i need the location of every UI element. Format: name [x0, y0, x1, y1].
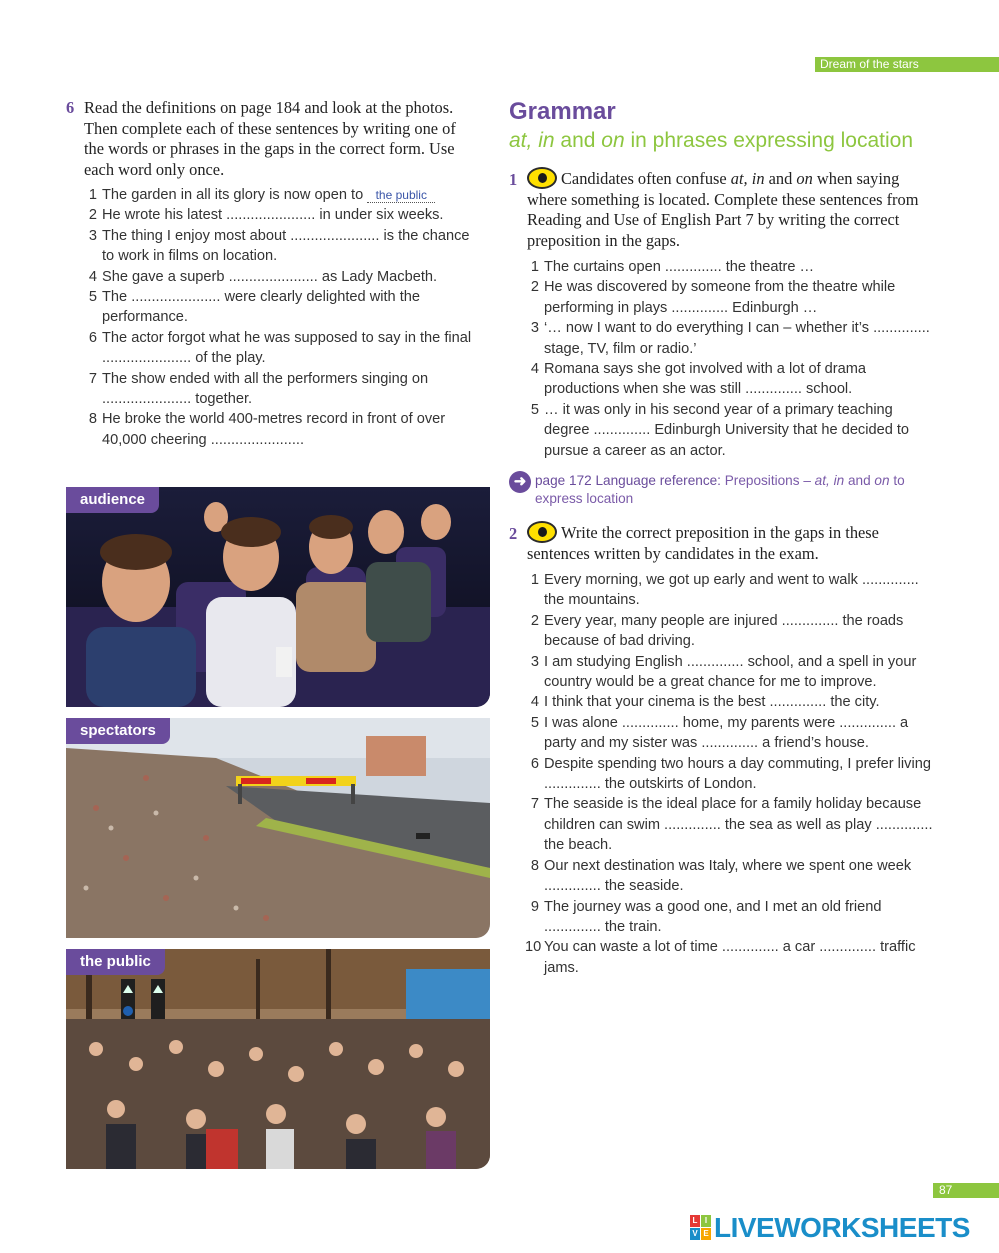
list-item: 10 You can waste a lot of time .............. a car .............. traffic jams.	[525, 939, 916, 976]
page-number: 87	[933, 1183, 999, 1198]
grammar-subtitle: at, in and on in phrases expressing location	[509, 129, 913, 152]
answer-gap[interactable]: ......................	[131, 289, 221, 306]
list-item: 4 I think that your cinema is the best .............. the city.	[530, 694, 880, 711]
list-item: 5 The ...................... were clearly delighted with the performance.	[88, 289, 420, 326]
audience-photo	[66, 487, 490, 707]
public-photo	[66, 949, 490, 1169]
grammar-task-2	[509, 521, 934, 978]
task-1-number: 1	[509, 170, 518, 189]
list-item: 4 Romana says she got involved with a lot of drama productions when she was still .............. school.	[530, 361, 867, 398]
exam-eye-icon	[527, 521, 557, 543]
list-item: 6 Despite spending two hours a day commuting, I prefer living .............. the outskirts of London.	[530, 755, 931, 793]
list-item: 8 He broke the world 400-metres record in front of over 40,000 cheering .......................	[88, 411, 446, 448]
arrow-right-icon: ➜	[509, 471, 531, 493]
list-item: 7 The seaside is the ideal place for a family holiday because children can swim .............. the sea as well as play .............. the beach.	[530, 796, 933, 854]
list-item: 6 The actor forgot what he was supposed to say in the final ...................... of the play.	[88, 329, 472, 367]
task-6-number: 6	[66, 98, 75, 117]
list-item: 3 The thing I enjoy most about ...................... is the chance to work in films on location.	[88, 227, 470, 265]
cinema-audience-icon	[66, 487, 490, 707]
answer-gap[interactable]: ......................	[102, 350, 192, 367]
exam-eye-icon	[527, 167, 557, 189]
racetrack-icon	[66, 718, 490, 938]
answer-gap[interactable]: ......................	[210, 431, 300, 448]
answer-gap[interactable]: ......................	[102, 391, 192, 408]
grammar-title: Grammar	[509, 98, 616, 125]
list-item: 1 The curtains open .............. the theatre …	[530, 259, 815, 275]
task-2-number: 2	[509, 524, 518, 543]
task-6	[66, 98, 478, 450]
photo-label-audience: audience	[66, 487, 159, 513]
list-item: 5 I was alone .............. home, my parents were .............. a party and my sister was .............. a friend’s house.	[530, 714, 909, 752]
unit-title-tag: Dream of the stars	[815, 57, 999, 72]
answer-gap[interactable]: ......................	[228, 268, 318, 285]
list-item: 1 Every morning, we got up early and went to walk .............. the mountains.	[530, 572, 919, 609]
list-item: 7 The show ended with all the performers singing on ...................... together.	[88, 370, 429, 408]
task-1-instruction: Candidates often confuse at, in and on when saying where something is located. Complete these sentences from Reading and Use of English Part 7 by writing the correct preposition in the gaps.	[527, 169, 919, 250]
list-item: 2 He was discovered by someone from the theatre while performing in plays .............. Edinburgh …	[530, 279, 896, 316]
answer-gap[interactable]: ......................	[290, 227, 380, 244]
photo-label-public: the public	[66, 949, 165, 975]
list-item: 5 … it was only in his second year of a primary teaching degree .............. Edinburgh University that he decided to pursue a career as an actor.	[530, 401, 910, 459]
language-reference-link[interactable]: page 172 Language reference: Prepositions – at, in and on to express location	[535, 473, 905, 506]
task-2-instruction: Write the correct preposition in the gaps in these sentences written by candidates in the exam.	[527, 523, 879, 563]
list-item: 9 The journey was a good one, and I met an old friend .............. the train.	[530, 898, 882, 935]
answer-field[interactable]: the public	[367, 188, 435, 203]
task-2-list	[525, 570, 934, 978]
liveworksheets-logo[interactable]	[690, 1212, 970, 1244]
grammar-section	[509, 98, 969, 153]
task-6-list	[88, 185, 478, 450]
liveworksheets-badge-icon: L I V E	[690, 1215, 712, 1241]
list-item: 2 Every year, many people are injured .............. the roads because of bad driving.	[530, 612, 904, 650]
answer-gap[interactable]: ......................	[226, 207, 316, 224]
photo-label-spectators: spectators	[66, 718, 170, 744]
list-item: 3 I am studying English .............. school, and a spell in your country would be a great chance for me to improve.	[530, 653, 917, 691]
task-1-list	[530, 257, 934, 461]
list-item: 3 ‘… now I want to do everything I can – whether it’s .............. stage, TV, film or radio.’	[530, 320, 930, 357]
spectators-photo	[66, 718, 490, 938]
list-item: 1 The garden in all its glory is now open to the public	[102, 185, 478, 205]
liveworksheets-brand: LIVEWORKSHEETS	[714, 1212, 970, 1243]
list-item: 2 He wrote his latest ...................... in under six weeks.	[88, 207, 444, 224]
list-item: 4 She gave a superb ...................... as Lady Macbeth.	[88, 268, 438, 285]
grammar-task-1	[509, 167, 934, 461]
task-6-instruction: Read the definitions on page 184 and look at the photos. Then complete each of these sentences by writing one of the words or phrases in the gaps in the correct form. Use each word only once.	[84, 98, 456, 179]
list-item: 8 Our next destination was Italy, where we spent one week .............. the seaside.	[530, 857, 912, 895]
street-crowd-icon	[66, 949, 490, 1169]
